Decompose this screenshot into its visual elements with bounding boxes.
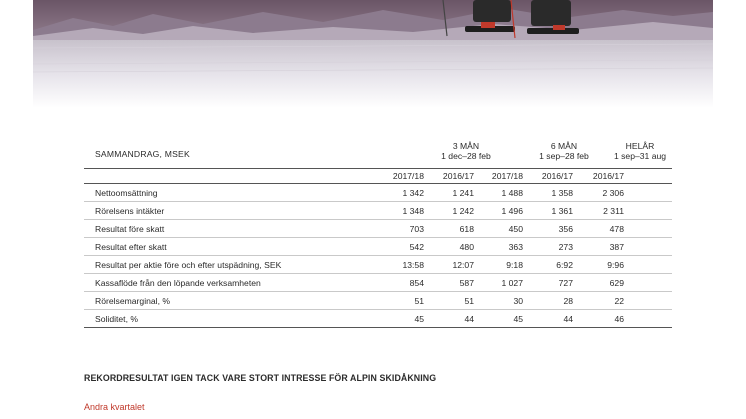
table-row bbox=[84, 220, 672, 238]
cell-value: 727 bbox=[558, 277, 573, 288]
cell-value: 9:96 bbox=[607, 259, 624, 270]
cell-value: 618 bbox=[459, 223, 474, 234]
year-header: 2016/17 bbox=[442, 171, 474, 181]
cell-value: 9:18 bbox=[506, 259, 523, 270]
cell-value: 45 bbox=[414, 313, 424, 324]
cell-value: 12:07 bbox=[452, 259, 474, 270]
cell-value: 1 027 bbox=[501, 277, 523, 288]
table-row bbox=[84, 310, 672, 328]
year-header: 2017/18 bbox=[392, 171, 424, 181]
cell-value: 273 bbox=[558, 241, 573, 252]
cell-value: 1 241 bbox=[452, 187, 474, 198]
cell-value: 1 361 bbox=[551, 205, 573, 216]
summary-table bbox=[84, 168, 672, 328]
cell-value: 44 bbox=[563, 313, 573, 324]
row-label: Kassaflöde från den löpande verksamheten bbox=[95, 277, 261, 288]
group-helar-period: 1 sep–31 aug bbox=[613, 151, 667, 161]
year-header: 2016/17 bbox=[541, 171, 573, 181]
cell-value: 1 348 bbox=[402, 205, 424, 216]
table-row bbox=[84, 274, 672, 292]
cell-value: 387 bbox=[609, 241, 624, 252]
cell-value: 356 bbox=[558, 223, 573, 234]
group-6man bbox=[514, 141, 614, 161]
group-6man-title: 6 MÅN bbox=[550, 141, 578, 151]
group-helar-title: HELÅR bbox=[625, 141, 655, 151]
cell-value: 28 bbox=[563, 295, 573, 306]
cell-value: 46 bbox=[614, 313, 624, 324]
cell-value: 703 bbox=[409, 223, 424, 234]
row-label: Soliditet, % bbox=[95, 313, 138, 324]
cell-value: 22 bbox=[614, 295, 624, 306]
year-header: 2017/18 bbox=[491, 171, 523, 181]
cell-value: 450 bbox=[508, 223, 523, 234]
hero-ski-photo bbox=[33, 0, 713, 108]
cell-value: 45 bbox=[513, 313, 523, 324]
summary-title: SAMMANDRAG, MSEK bbox=[95, 149, 190, 159]
cell-value: 587 bbox=[459, 277, 474, 288]
cell-value: 44 bbox=[464, 313, 474, 324]
table-row bbox=[84, 292, 672, 310]
group-3man-period: 1 dec–28 feb bbox=[441, 151, 491, 161]
row-label: Resultat före skatt bbox=[95, 223, 165, 234]
row-label: Rörelsens intäkter bbox=[95, 205, 165, 216]
year-header-pad bbox=[624, 169, 672, 184]
ski-slope-photo bbox=[33, 0, 713, 108]
cell-value: 6:92 bbox=[556, 259, 573, 270]
cell-value: 854 bbox=[409, 277, 424, 288]
cell-value: 51 bbox=[414, 295, 424, 306]
cell-value: 1 342 bbox=[402, 187, 424, 198]
group-3man-title: 3 MÅN bbox=[452, 141, 480, 151]
section-heading: REKORDRESULTAT IGEN TACK VARE STORT INTRESSE FÖR ALPIN SKIDÅKNING bbox=[84, 373, 437, 383]
group-3man bbox=[416, 141, 516, 161]
cell-value: 542 bbox=[409, 241, 424, 252]
table-row bbox=[84, 256, 672, 274]
year-header-blank bbox=[84, 169, 366, 184]
cell-value: 1 358 bbox=[551, 187, 573, 198]
cell-value: 13:58 bbox=[402, 259, 424, 270]
row-label: Resultat efter skatt bbox=[95, 241, 167, 252]
cell-value: 30 bbox=[513, 295, 523, 306]
section-subheading: Andra kvartalet bbox=[84, 402, 145, 412]
row-label: Resultat per aktie före och efter utspädning, SEK bbox=[95, 259, 282, 270]
cell-value: 51 bbox=[464, 295, 474, 306]
cell-value: 629 bbox=[609, 277, 624, 288]
table-row bbox=[84, 238, 672, 256]
year-header: 2016/17 bbox=[592, 171, 624, 181]
cell-value: 2 311 bbox=[603, 205, 624, 216]
cell-value: 478 bbox=[609, 223, 624, 234]
cell-value: 363 bbox=[508, 241, 523, 252]
table-row bbox=[84, 184, 672, 202]
group-helar bbox=[604, 141, 676, 161]
year-header-row bbox=[84, 169, 672, 184]
cell-value: 1 496 bbox=[501, 205, 523, 216]
cell-value: 1 242 bbox=[452, 205, 474, 216]
cell-value: 1 488 bbox=[501, 187, 523, 198]
row-label: Nettoomsättning bbox=[95, 187, 158, 198]
table-row bbox=[84, 202, 672, 220]
cell-value: 2 306 bbox=[602, 187, 624, 198]
group-6man-period: 1 sep–28 feb bbox=[539, 151, 589, 161]
cell-value: 480 bbox=[459, 241, 474, 252]
row-label: Rörelsemarginal, % bbox=[95, 295, 170, 306]
